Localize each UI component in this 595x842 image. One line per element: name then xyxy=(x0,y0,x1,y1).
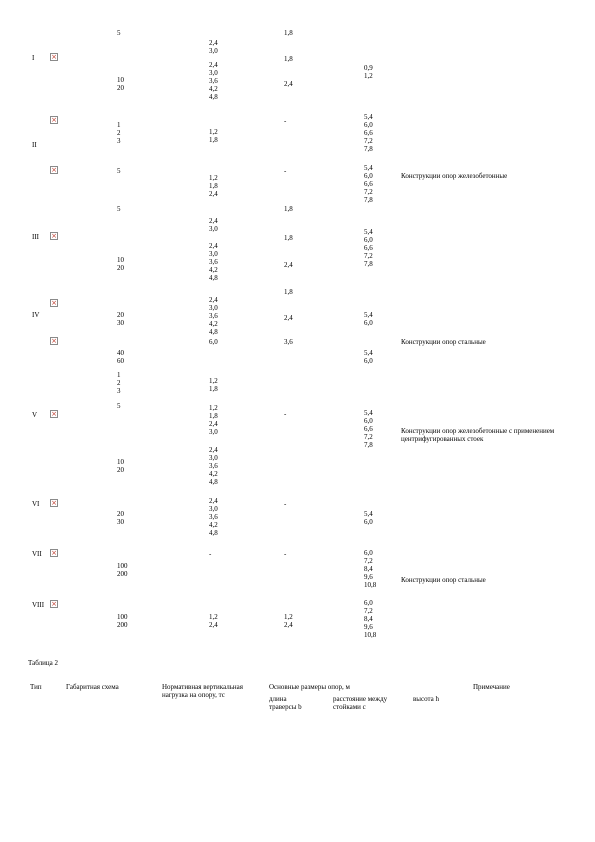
dim-value: 5 xyxy=(117,167,121,175)
header-height: высота h xyxy=(413,695,440,703)
type-label: V xyxy=(32,411,38,419)
dim-list: 10 20 xyxy=(117,256,124,272)
type-label: III xyxy=(32,233,39,241)
length-value: 3,6 xyxy=(284,338,293,346)
load-list: 1,2 2,4 xyxy=(209,613,218,629)
load-value: 6,0 xyxy=(209,338,218,346)
broken-image-icon xyxy=(50,549,58,557)
length-value: 1,8 xyxy=(284,55,293,63)
length-list: 1,2 2,4 xyxy=(284,613,293,629)
type-label: IV xyxy=(32,311,40,319)
length-value: 1,8 xyxy=(284,288,293,296)
length-value: 2,4 xyxy=(284,80,293,88)
type-label: VIII xyxy=(32,601,45,609)
note-text: Конструкции опор стальные xyxy=(401,576,486,584)
dim-list: 10 20 xyxy=(117,76,124,92)
header-load: Нормативная вертикальная нагрузка на опору, тс xyxy=(162,683,243,699)
broken-image-icon xyxy=(50,299,58,307)
distance-list: 6,0 7,2 8,4 9,6 10,8 xyxy=(364,549,377,589)
header-distance: расстояние между стойками c xyxy=(333,695,388,711)
length-value: 2,4 xyxy=(284,261,293,269)
broken-image-icon xyxy=(50,116,58,124)
load-list: 1,2 1,8 xyxy=(209,377,218,393)
distance-list: 5,4 6,0 6,6 7,2 7,8 xyxy=(364,164,373,204)
broken-image-icon xyxy=(50,337,58,345)
header-dims: Основные размеры опор, м xyxy=(269,683,350,691)
note-text: Конструкции опор железобетонные с применением центрифугированных стоек xyxy=(401,427,555,443)
length-value: - xyxy=(284,167,287,175)
dim-list: 100 200 xyxy=(117,562,128,578)
broken-image-icon xyxy=(50,600,58,608)
dim-list: 20 30 xyxy=(117,311,124,327)
broken-image-icon xyxy=(50,53,58,61)
broken-image-icon xyxy=(50,499,58,507)
distance-list: 5,4 6,0 6,6 7,2 7,8 xyxy=(364,228,373,268)
note-text: Конструкции опор стальные xyxy=(401,338,486,346)
dim-value: 5 xyxy=(117,402,121,410)
length-value: - xyxy=(284,500,287,508)
dim-list: 1 2 3 xyxy=(117,121,121,145)
length-value: 1,8 xyxy=(284,205,293,213)
load-list: 2,4 3,0 3,6 4,2 4,8 xyxy=(209,61,218,101)
distance-list: 0,9 1,2 xyxy=(364,64,373,80)
broken-image-icon xyxy=(50,410,58,418)
distance-list: 5,4 6,0 6,6 7,2 7,8 xyxy=(364,113,373,153)
type-label: VI xyxy=(32,500,40,508)
load-list: 2,4 3,0 3,6 4,2 4,8 xyxy=(209,497,218,537)
table-caption: Таблица 2 xyxy=(28,659,58,667)
load-list: 2,4 3,0 3,6 4,2 4,8 xyxy=(209,242,218,282)
length-value: 2,4 xyxy=(284,314,293,322)
header-gabarit: Габаритная схема xyxy=(66,683,119,691)
note-text: Конструкции опор железобетонные xyxy=(401,172,508,180)
length-value: 1,8 xyxy=(284,29,293,37)
distance-list: 5,4 6,0 xyxy=(364,311,373,327)
distance-list: 5,4 6,0 xyxy=(364,349,373,365)
load-list: 1,2 1,8 2,4 xyxy=(209,174,218,198)
distance-list: 5,4 6,0 xyxy=(364,510,373,526)
load-list: 2,4 3,0 xyxy=(209,217,218,233)
dim-list: 10 20 xyxy=(117,458,124,474)
length-value: - xyxy=(284,550,287,558)
load-list: 2,4 3,0 xyxy=(209,39,218,55)
length-value: - xyxy=(284,117,287,125)
load-list: 2,4 3,0 3,6 4,2 4,8 xyxy=(209,296,218,336)
broken-image-icon xyxy=(50,232,58,240)
type-label: I xyxy=(32,54,35,62)
dim-list: 20 30 xyxy=(117,510,124,526)
dim-list: 40 60 xyxy=(117,349,124,365)
load-list: 2,4 3,0 3,6 4,2 4,8 xyxy=(209,446,218,486)
load-list: 1,2 1,8 xyxy=(209,128,218,144)
dim-value: 5 xyxy=(117,205,121,213)
header-note: Примечание xyxy=(473,683,510,691)
dim-list: 100 200 xyxy=(117,613,128,629)
header-type: Тип xyxy=(30,683,42,691)
load-list: 1,2 1,8 2,4 3,0 xyxy=(209,404,218,436)
dim-value: 5 xyxy=(117,29,121,37)
header-length: длина траверсы b xyxy=(269,695,302,711)
length-value: 1,8 xyxy=(284,234,293,242)
length-value: - xyxy=(284,410,287,418)
distance-list: 6,0 7,2 8,4 9,6 10,8 xyxy=(364,599,377,639)
load-value: - xyxy=(209,550,212,558)
distance-list: 5,4 6,0 6,6 7,2 7,8 xyxy=(364,409,373,449)
broken-image-icon xyxy=(50,166,58,174)
dim-list: 1 2 3 xyxy=(117,371,121,395)
type-label: II xyxy=(32,141,37,149)
type-label: VII xyxy=(32,550,42,558)
